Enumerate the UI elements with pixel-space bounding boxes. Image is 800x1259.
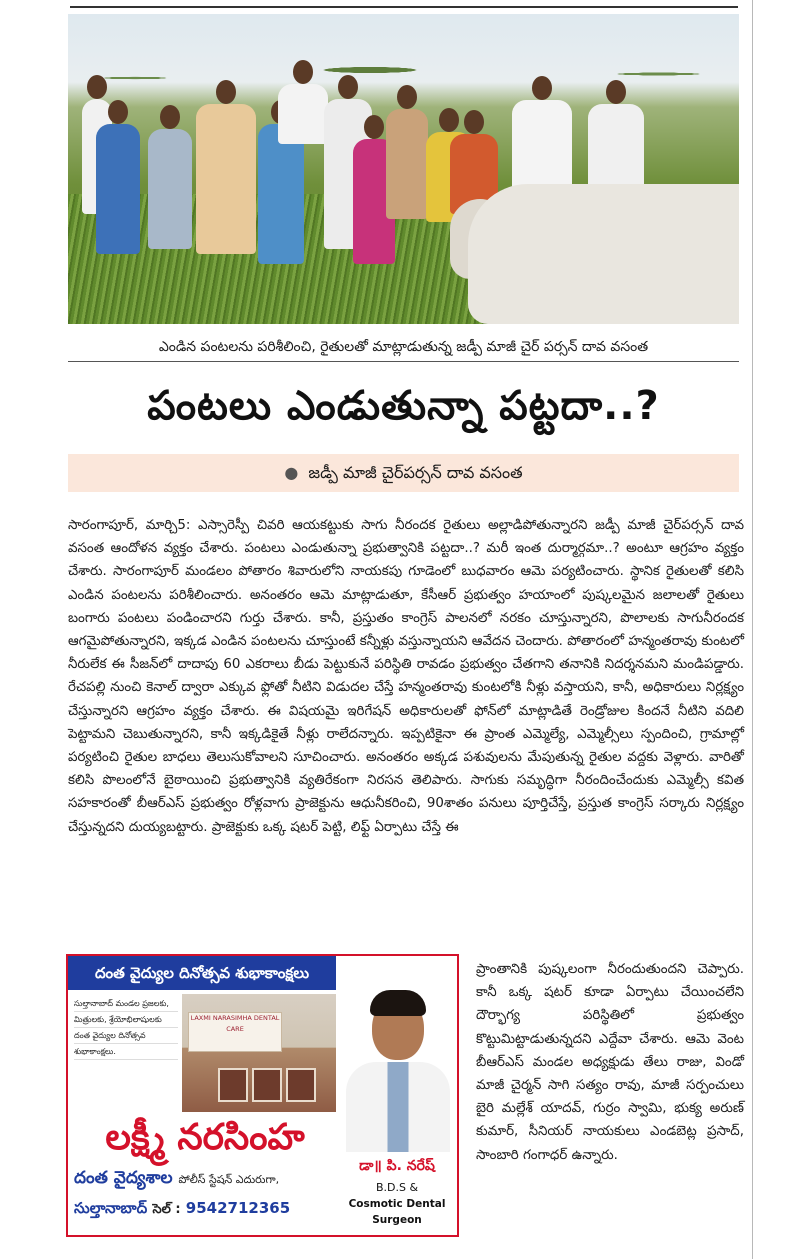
subheadline-text: జడ్పీ మాజీ చైర్‌పర్సన్ దావ వసంత: [308, 463, 523, 482]
subheadline: [68, 454, 739, 492]
photo-caption: ఎండిన పంటలను పరిశీలించి, రైతులతో మాట్లాడుతున్న జడ్పీ మాజీ చైర్ పర్సన్ దావ వసంత: [68, 333, 739, 362]
clinic-location: పోలీస్ స్టేషన్ ఎదురుగా,: [178, 1173, 280, 1186]
phone-number: 9542712365: [185, 1199, 291, 1217]
clinic-type-line: [74, 1166, 336, 1192]
bullet-icon: ●: [284, 463, 299, 482]
clinic-type: దంత వైద్యశాల: [74, 1168, 173, 1188]
clinic-contact: [74, 1196, 336, 1222]
photo-person: [196, 104, 256, 254]
doctor-name: డా॥ పి. నరేష్: [359, 1158, 435, 1174]
ad-banner: దంత వైద్యుల దినోత్సవ శుభాకాంక్షలు: [68, 956, 336, 990]
clinic-window: [286, 1068, 316, 1102]
clinic-name: లక్ష్మీ నరసింహ: [105, 1117, 305, 1158]
article-paragraph: సారంగాపూర్, మార్చి5: ఎస్సారెస్పీ చివరి ఆయకట్టుకు సాగు నీరందక రైతులు అల్లాడిపోతున్నారని జడ్పీ మాజీ చైర్‌పర్సన్ దావ వసంత ఆందోళన వ్యక్తం చేశారు. పంటలు ఎండుతున్నా ప్రభుత్వానికి పట్టదా..? మరీ ఇంత దుర్మార్గమా..? అంటూ ఆగ్రహం వ్యక్తం చేశారు. సారంగాపూర్ మండలం పోతారం శివారులోని నాయకపు గూడెంలో బుధవారం ఆమె పర్యటించారు. స్థానిక రైతులతో కలిసి ఎండిన పంటలను పరిశీలించారు. అనంతరం ఆమె మాట్లాడుతూ, కేసీఆర్ ప్రభుత్వం హయాంలో పుష్కలమైన జలాలతో రైతులు బంగారు పంటలు పండించారని గుర్తు చేశారు. కానీ, ప్రస్తుతం కాంగ్రెస్ పాలనలో నరకం చూస్తున్నారని, పొలాలకు సాగునీరందక ఆగమైపోతున్నారని, ఇక్కడ ఎండిన పంటలను చూస్తుంటే కన్నీళ్లు వస్తున్నాయని ఆవేదన చెందారు. పోతారంలో హన్మంతరావు కుంటలో నీరులేక ఈ సీజన్‌లో దాదాపు 60 ఎకరాలు బీడు పెట్టుకునే పరిస్థితి రావడం ప్రభుత్వం చేతగాని తనానికి నిదర్శనమని మండిపడ్డారు. రేచపల్లి నుంచి కెనాల్ ద్వారా ఎక్కువ ఫ్లోతో నీటిని విడుదల చేస్తే హన్మంతరావు కుంటలోకి నీళ్లు వస్తాయని, కానీ, అధికారులు నిర్లక్ష్యం చేస్తున్నారని ఆగ్రహం వ్యక్తం చేశారు. ఈ విషయమై ఇరిగేషన్ అధికారులతో ఫోన్‌లో మాట్లాడితే రెండ్రోజుల కిందనే నీటిని వదిలి పెట్టామని చెబుతున్నారని, కానీ ఇక్కడికైతే నీళ్లు రాలేదన్నారు. ఇప్పటికైనా ఈ ప్రాంత ఎమ్మెల్యే, ఎమ్మెల్సీలు స్పందించి, గ్రామాల్లో పర్యటించి రైతుల బాధలు తెలుసుకోవాలని సూచించారు. అనంతరం అక్కడ పశువులను మేపుతున్న రైతుల వద్దకు వెళ్లారు. వారితో కలిసి పొలంలోనే బైఠాయించి ప్రభుత్వానికి వ్యతిరేకంగా నిరసన తెలిపారు. సాగుకు సమృద్ధిగా నీరందించేందుకు ఎమ్మెల్సీ కవిత సహకారంతో బీఆర్ఎస్ ప్రభుత్వం రోళ్లవాగు ప్రాజెక్టును ఆధునీకరించి, 90శాతం పనులు పూర్తిచేస్తే, ప్రస్తుత కాంగ్రెస్ సర్కారు నిర్లక్ష్యం చేస్తున్నదని దుయ్యబట్టారు. ప్రాజెక్టుకు ఒక్క షటర్ పెట్టి, లిఫ్ట్ ఏర్పాటు చేస్తే ఈ: [68, 518, 744, 835]
clinic-window: [218, 1068, 248, 1102]
news-photo: [68, 14, 739, 324]
clinic-window: [252, 1068, 282, 1102]
top-rule: [70, 6, 738, 8]
cow: [468, 184, 739, 324]
doctor-info: [340, 1152, 454, 1234]
doctor-degree: B.D.S &: [375, 1181, 419, 1194]
article-column-text: ప్రాంతానికి పుష్కలంగా నీరందుతుందని చెప్పారు. కానీ ఒక్క షటర్ కూడా ఏర్పాటు చేయించలేని దౌర్భాగ్య పరిస్థితిలో ప్రభుత్వం కొట్టుమిట్టాడుతున్నదని ఎద్దేవా చేశారు. ఆమె వెంట బీఆర్ఎస్ మండల అధ్యక్షుడు తేలు రాజు, విండో మాజీ చైర్మన్ సాగి సత్యం రావు, మాజీ సర్పంచులు బైరి మల్లేశ్ యాదవ్, గుర్రం స్వామి, భుక్య అరుణ్ కుమార్, సీనియర్ నాయకులు ఎండబెట్ల ప్రసాద్, సాంబారి గంగాధర్ ఉన్నారు.: [476, 962, 744, 1163]
article-column: [476, 958, 744, 1167]
photo-person: [278, 84, 328, 144]
article-body: [68, 514, 744, 839]
column-rule: [752, 0, 753, 1259]
photo-person: [512, 100, 572, 190]
headline: పంటలు ఎండుతున్నా పట్టదా..?: [147, 383, 660, 429]
photo-person: [588, 104, 644, 189]
photo-person: [96, 124, 140, 254]
photo-person: [258, 124, 304, 264]
ad-wish-line: మిత్రులకు, శ్రేయోభిలాషులకు: [74, 1012, 178, 1028]
doctor-body: [346, 1062, 450, 1162]
dental-advertisement: [66, 954, 459, 1237]
clinic-sign: LAXMI NARASIMHA DENTAL CARE: [188, 1012, 282, 1052]
cell-label: సెల్ :: [152, 1202, 181, 1217]
doctor-title: Cosmotic Dental Surgeon: [348, 1198, 446, 1226]
photo-person: [386, 109, 428, 219]
doctor-hair: [370, 990, 426, 1016]
ad-wish-line: శుభాకాంక్షలు.: [74, 1044, 178, 1060]
ad-wish-line: దంత వైద్యుల దినోత్సవ: [74, 1028, 178, 1044]
photo-person: [148, 129, 192, 249]
ad-wishes: [74, 996, 178, 1060]
clinic-town: సుల్తానాబాద్: [74, 1199, 148, 1217]
doctor-photo: [340, 976, 454, 1156]
ad-wish-line: సుల్తానాబాద్ మండల ప్రజలకు,: [74, 996, 178, 1012]
